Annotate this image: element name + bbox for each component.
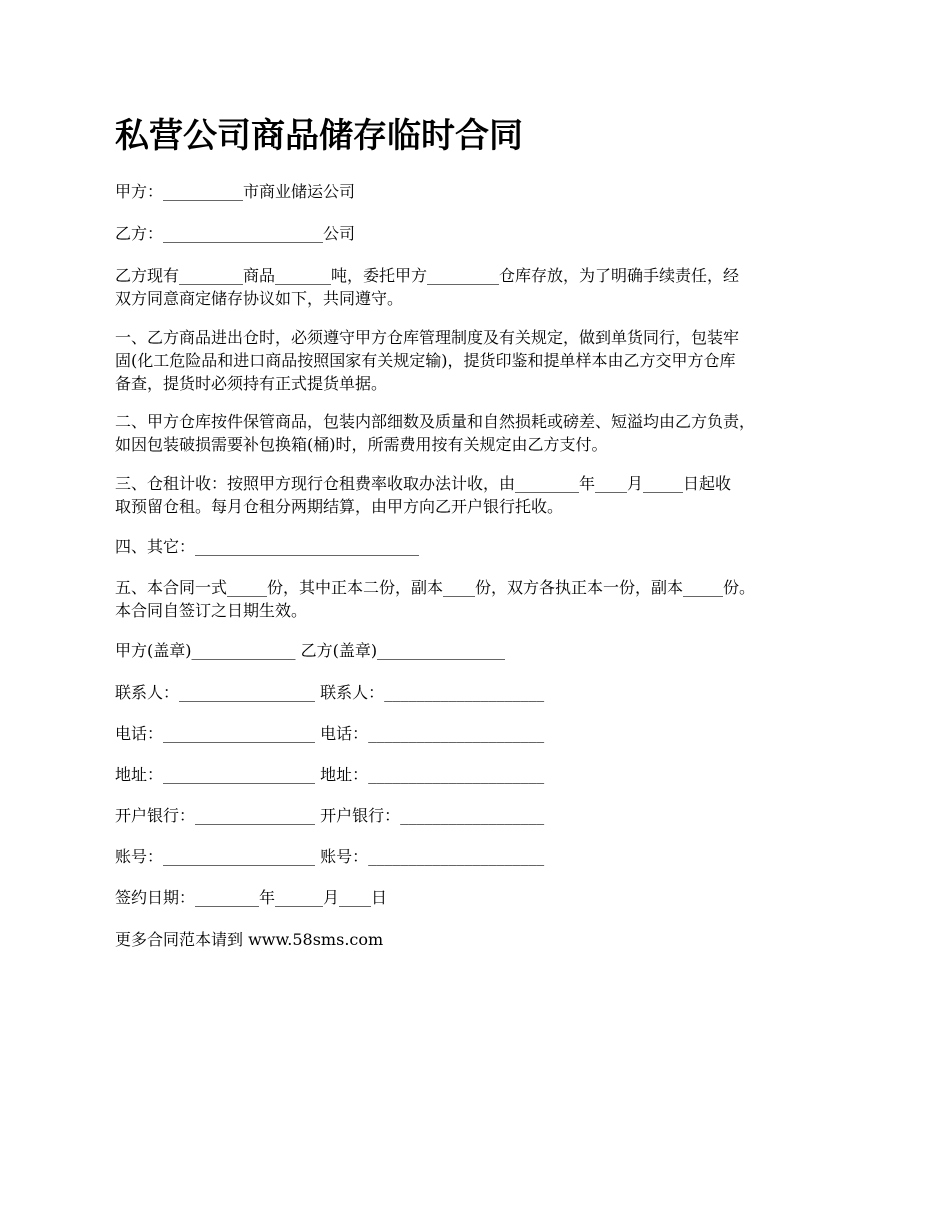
clause-5-line-1: 五、本合同一式_____份，其中正本二份，副本____份，双方各执正本一份，副本_____份。 bbox=[115, 578, 756, 597]
footer-link-text: 更多合同范本请到 www.58sms.com bbox=[115, 930, 384, 949]
party-a-line: 甲方：__________市商业储运公司 bbox=[115, 182, 356, 201]
document-title: 私营公司商品储存临时合同 bbox=[115, 116, 523, 156]
clause-3-line-2: 取预留仓租。每月仓租分两期结算，由甲方向乙开户银行托收。 bbox=[115, 497, 564, 516]
clause-1-line-2: 固(化工危险品和进口商品按照国家有关规定输)，提货印鉴和提单样本由乙方交甲方仓库 bbox=[115, 351, 736, 370]
account-line: 账号：___________________ 账号：______________________ bbox=[115, 847, 545, 866]
sign-date-line: 签约日期：________年______月____日 bbox=[115, 888, 388, 907]
clause-1-line-1: 一、乙方商品进出仓时，必须遵守甲方仓库管理制度及有关规定，做到单货同行，包装牢 bbox=[115, 328, 740, 347]
clause-3-line-1: 三、仓租计收：按照甲方现行仓租费率收取办法计收，由________年____月_____日起收 bbox=[115, 474, 732, 493]
clause-5-line-2: 本合同自签订之日期生效。 bbox=[115, 601, 308, 620]
party-b-line: 乙方：____________________公司 bbox=[115, 224, 356, 243]
seal-line: 甲方(盖章)_____________ 乙方(盖章)________________ bbox=[115, 641, 506, 660]
clause-1-line-3: 备查，提货时必须持有正式提货单据。 bbox=[115, 374, 388, 393]
intro-line-1: 乙方现有________商品_______吨，委托甲方_________仓库存放，为了明确手续责任，经 bbox=[115, 266, 740, 285]
intro-line-2: 双方同意商定储存协议如下，共同遵守。 bbox=[115, 289, 404, 308]
contact-line: 联系人：_________________ 联系人：____________________ bbox=[115, 683, 545, 702]
phone-line: 电话：___________________ 电话：______________________ bbox=[115, 724, 545, 743]
clause-2-line-1: 二、甲方仓库按件保管商品，包装内部细数及质量和自然损耗或磅差、短溢均由乙方负责， bbox=[115, 412, 756, 431]
clause-4-line: 四、其它：____________________________ bbox=[115, 537, 420, 556]
bank-line: 开户银行：_______________ 开户银行：__________________ bbox=[115, 806, 545, 825]
clause-2-line-2: 如因包装破损需要补包换箱(桶)时，所需费用按有关规定由乙方支付。 bbox=[115, 435, 608, 454]
address-line: 地址：___________________ 地址：______________________ bbox=[115, 765, 545, 784]
